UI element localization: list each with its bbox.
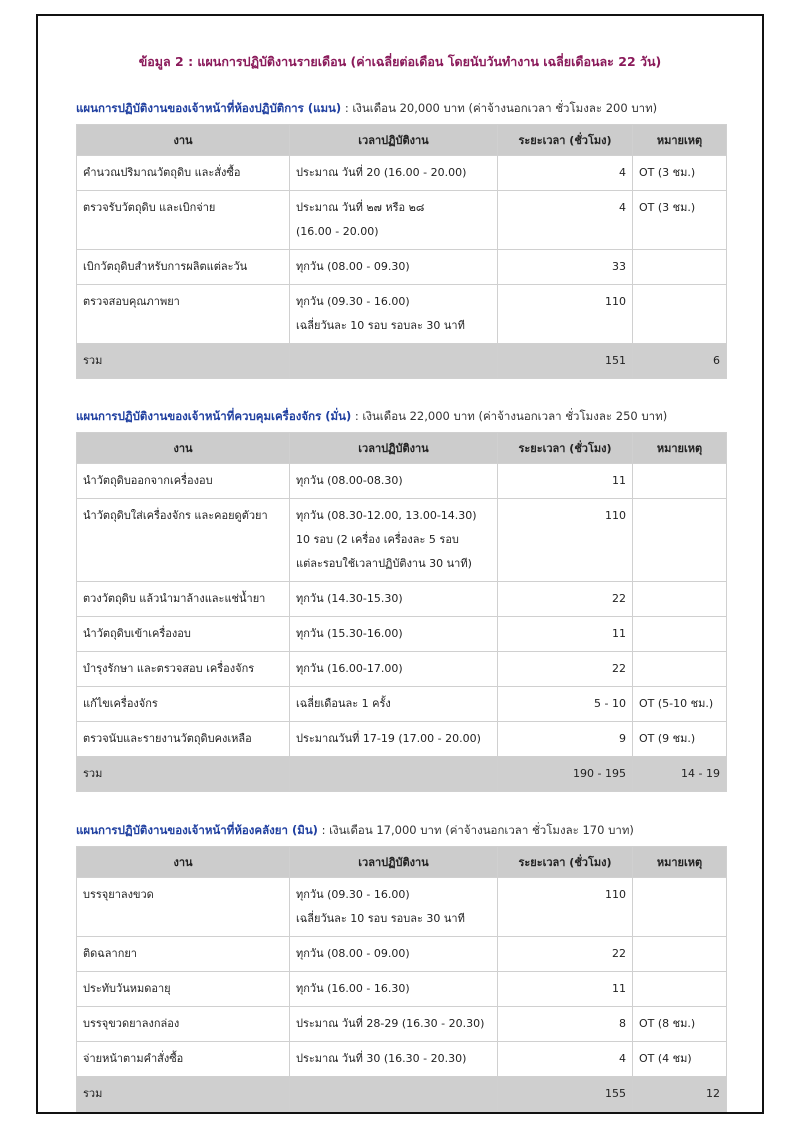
section-heading <box>76 100 764 118</box>
cell-hours: 22 <box>498 652 633 687</box>
cell-time <box>290 464 498 499</box>
cell-hours: 110 <box>498 499 633 582</box>
cell-note <box>633 617 727 652</box>
cell-hours: 4 <box>498 156 633 191</box>
cell-time <box>290 687 498 722</box>
cell-note: OT (5-10 ชม.) <box>633 687 727 722</box>
total-empty <box>290 344 498 379</box>
table-row <box>77 156 727 191</box>
table-row <box>77 972 727 1007</box>
cell-time-line: ประมาณ วันที่ 28-29 (16.30 - 20.30) <box>296 1017 485 1030</box>
total-note: 6 <box>633 344 727 379</box>
cell-time-line: เฉลี่ยเดือนละ 1 ครั้ง <box>296 697 391 710</box>
cell-hours: 22 <box>498 937 633 972</box>
cell-time-line: แต่ละรอบใช้เวลาปฏิบัติงาน 30 นาที) <box>296 557 472 570</box>
cell-time-line: เฉลี่ยวันละ 10 รอบ รอบละ 30 นาที <box>296 912 465 925</box>
col-header-time: เวลาปฏิบัติงาน <box>290 125 498 156</box>
cell-hours: 11 <box>498 972 633 1007</box>
cell-task: บำรุงรักษา และตรวจสอบ เครื่องจักร <box>77 652 290 687</box>
cell-hours: 11 <box>498 464 633 499</box>
cell-hours: 4 <box>498 191 633 250</box>
col-header-task: งาน <box>77 125 290 156</box>
cell-task: ประทับวันหมดอายุ <box>77 972 290 1007</box>
cell-time <box>290 722 498 757</box>
table-header-row <box>77 125 727 156</box>
cell-time-line: ทุกวัน (08.00 - 09.00) <box>296 947 410 960</box>
schedule-table <box>76 846 727 1112</box>
table-row <box>77 191 727 250</box>
cell-hours: 5 - 10 <box>498 687 633 722</box>
cell-time-line: ทุกวัน (08.00-08.30) <box>296 474 403 487</box>
cell-note <box>633 652 727 687</box>
cell-time <box>290 878 498 937</box>
cell-task: ตรวจสอบคุณภาพยา <box>77 285 290 344</box>
total-hours: 190 - 195 <box>498 757 633 792</box>
cell-note: OT (9 ชม.) <box>633 722 727 757</box>
cell-time <box>290 499 498 582</box>
cell-task: ติดฉลากยา <box>77 937 290 972</box>
schedule-table <box>76 124 727 379</box>
cell-time-line: เฉลี่ยวันละ 10 รอบ รอบละ 30 นาที <box>296 319 465 332</box>
cell-hours: 33 <box>498 250 633 285</box>
table-row <box>77 687 727 722</box>
section-heading-detail: : เงินเดือน 20,000 บาท (ค่าจ้างนอกเวลา ชั่วโมงละ 200 บาท) <box>341 101 658 115</box>
cell-task: ตวงวัตถุดิบ แล้วนำมาล้างและแช่น้ำยา <box>77 582 290 617</box>
cell-time-line: ทุกวัน (09.30 - 16.00) <box>296 295 410 308</box>
cell-time <box>290 617 498 652</box>
col-header-note: หมายเหตุ <box>633 847 727 878</box>
total-row <box>77 344 727 379</box>
cell-note <box>633 582 727 617</box>
cell-time-line: ทุกวัน (09.30 - 16.00) <box>296 888 410 901</box>
cell-task: เบิกวัตถุดิบสำหรับการผลิตแต่ละวัน <box>77 250 290 285</box>
total-hours: 151 <box>498 344 633 379</box>
col-header-hours: ระยะเวลา (ชั่วโมง) <box>498 847 633 878</box>
cell-time <box>290 285 498 344</box>
cell-time <box>290 1007 498 1042</box>
cell-time <box>290 1042 498 1077</box>
cell-time <box>290 937 498 972</box>
cell-time <box>290 191 498 250</box>
total-label: รวม <box>77 1077 290 1112</box>
cell-note: OT (8 ชม.) <box>633 1007 727 1042</box>
table-row <box>77 722 727 757</box>
cell-hours: 8 <box>498 1007 633 1042</box>
section-heading-detail: : เงินเดือน 22,000 บาท (ค่าจ้างนอกเวลา ชั่วโมงละ 250 บาท) <box>351 409 668 423</box>
cell-time-line: ทุกวัน (08.30-12.00, 13.00-14.30) <box>296 509 477 522</box>
cell-time <box>290 250 498 285</box>
table-row <box>77 878 727 937</box>
section-heading-detail: : เงินเดือน 17,000 บาท (ค่าจ้างนอกเวลา ชั่วโมงละ 170 บาท) <box>317 823 634 837</box>
col-header-task: งาน <box>77 433 290 464</box>
total-label: รวม <box>77 757 290 792</box>
total-note: 14 - 19 <box>633 757 727 792</box>
total-row <box>77 757 727 792</box>
document-frame <box>36 14 764 1114</box>
table-row <box>77 582 727 617</box>
col-header-task: งาน <box>77 847 290 878</box>
section-heading-bold: แผนการปฏิบัติงานของเจ้าหน้าที่ควบคุมเครื่องจักร (มั่น) <box>76 409 352 423</box>
cell-task: แก้ไขเครื่องจักร <box>77 687 290 722</box>
cell-time <box>290 156 498 191</box>
total-empty <box>290 757 498 792</box>
section-warehouse <box>76 822 764 1112</box>
cell-time <box>290 652 498 687</box>
table-header-row <box>77 847 727 878</box>
table-row <box>77 285 727 344</box>
section-heading <box>76 822 764 840</box>
cell-task: คำนวณปริมาณวัตถุดิบ และสั่งซื้อ <box>77 156 290 191</box>
cell-time-line: (16.00 - 20.00) <box>296 225 379 238</box>
cell-time-line: ทุกวัน (08.00 - 09.30) <box>296 260 410 273</box>
col-header-time: เวลาปฏิบัติงาน <box>290 847 498 878</box>
cell-note <box>633 464 727 499</box>
cell-time-line: ทุกวัน (16.00 - 16.30) <box>296 982 410 995</box>
table-row <box>77 1042 727 1077</box>
cell-task: บรรจุขวดยาลงกล่อง <box>77 1007 290 1042</box>
cell-hours: 11 <box>498 617 633 652</box>
cell-note: OT (4 ชม) <box>633 1042 727 1077</box>
total-empty <box>290 1077 498 1112</box>
cell-time-line: ประมาณวันที่ 17-19 (17.00 - 20.00) <box>296 732 481 745</box>
cell-hours: 110 <box>498 285 633 344</box>
cell-time <box>290 582 498 617</box>
cell-note <box>633 499 727 582</box>
cell-note <box>633 250 727 285</box>
total-note: 12 <box>633 1077 727 1112</box>
table-row <box>77 464 727 499</box>
schedule-table <box>76 432 727 792</box>
cell-task: นำวัตถุดิบใส่เครื่องจักร และคอยดูตัวยา <box>77 499 290 582</box>
cell-hours: 9 <box>498 722 633 757</box>
col-header-hours: ระยะเวลา (ชั่วโมง) <box>498 433 633 464</box>
cell-note: OT (3 ชม.) <box>633 156 727 191</box>
col-header-note: หมายเหตุ <box>633 125 727 156</box>
cell-note <box>633 878 727 937</box>
col-header-time: เวลาปฏิบัติงาน <box>290 433 498 464</box>
table-row <box>77 499 727 582</box>
total-label: รวม <box>77 344 290 379</box>
section-machine <box>76 408 764 792</box>
cell-hours: 110 <box>498 878 633 937</box>
cell-time-line: ประมาณ วันที่ 20 (16.00 - 20.00) <box>296 166 467 179</box>
table-row <box>77 652 727 687</box>
section-heading <box>76 408 764 426</box>
section-heading-bold: แผนการปฏิบัติงานของเจ้าหน้าที่ห้องคลังยา (มิน) <box>76 823 318 837</box>
col-header-note: หมายเหตุ <box>633 433 727 464</box>
cell-time-line: ทุกวัน (14.30-15.30) <box>296 592 403 605</box>
table-row <box>77 937 727 972</box>
cell-task: ตรวจนับและรายงานวัตถุดิบคงเหลือ <box>77 722 290 757</box>
cell-task: จ่ายหน้าตามคำสั่งซื้อ <box>77 1042 290 1077</box>
table-row <box>77 250 727 285</box>
document-title: ข้อมูล 2 : แผนการปฏิบัติงานรายเดือน (ค่าเฉลี่ยต่อเดือน โดยนับวันทำงาน เฉลี่ยเดือนละ 22 วัน) <box>138 54 662 69</box>
cell-time <box>290 972 498 1007</box>
cell-time-line: ทุกวัน (16.00-17.00) <box>296 662 403 675</box>
table-row <box>77 617 727 652</box>
cell-hours: 4 <box>498 1042 633 1077</box>
col-header-hours: ระยะเวลา (ชั่วโมง) <box>498 125 633 156</box>
table-row <box>77 1007 727 1042</box>
table-header-row <box>77 433 727 464</box>
cell-note: OT (3 ชม.) <box>633 191 727 250</box>
cell-task: ตรวจรับวัตถุดิบ และเบิกจ่าย <box>77 191 290 250</box>
cell-note <box>633 937 727 972</box>
cell-hours: 22 <box>498 582 633 617</box>
section-heading-bold: แผนการปฏิบัติงานของเจ้าหน้าที่ห้องปฏิบัติการ (แมน) <box>76 101 342 115</box>
cell-note <box>633 285 727 344</box>
cell-note <box>633 972 727 1007</box>
section-lab <box>76 100 764 379</box>
cell-time-line: ประมาณ วันที่ 30 (16.30 - 20.30) <box>296 1052 467 1065</box>
cell-task: บรรจุยาลงขวด <box>77 878 290 937</box>
cell-time-line: ทุกวัน (15.30-16.00) <box>296 627 403 640</box>
total-hours: 155 <box>498 1077 633 1112</box>
total-row <box>77 1077 727 1112</box>
cell-task: นำวัตถุดิบเข้าเครื่องอบ <box>77 617 290 652</box>
cell-time-line: 10 รอบ (2 เครื่อง เครื่องละ 5 รอบ <box>296 533 459 546</box>
cell-time-line: ประมาณ วันที่ ๒๗ หรือ ๒๘ <box>296 201 425 214</box>
cell-task: นำวัตถุดิบออกจากเครื่องอบ <box>77 464 290 499</box>
